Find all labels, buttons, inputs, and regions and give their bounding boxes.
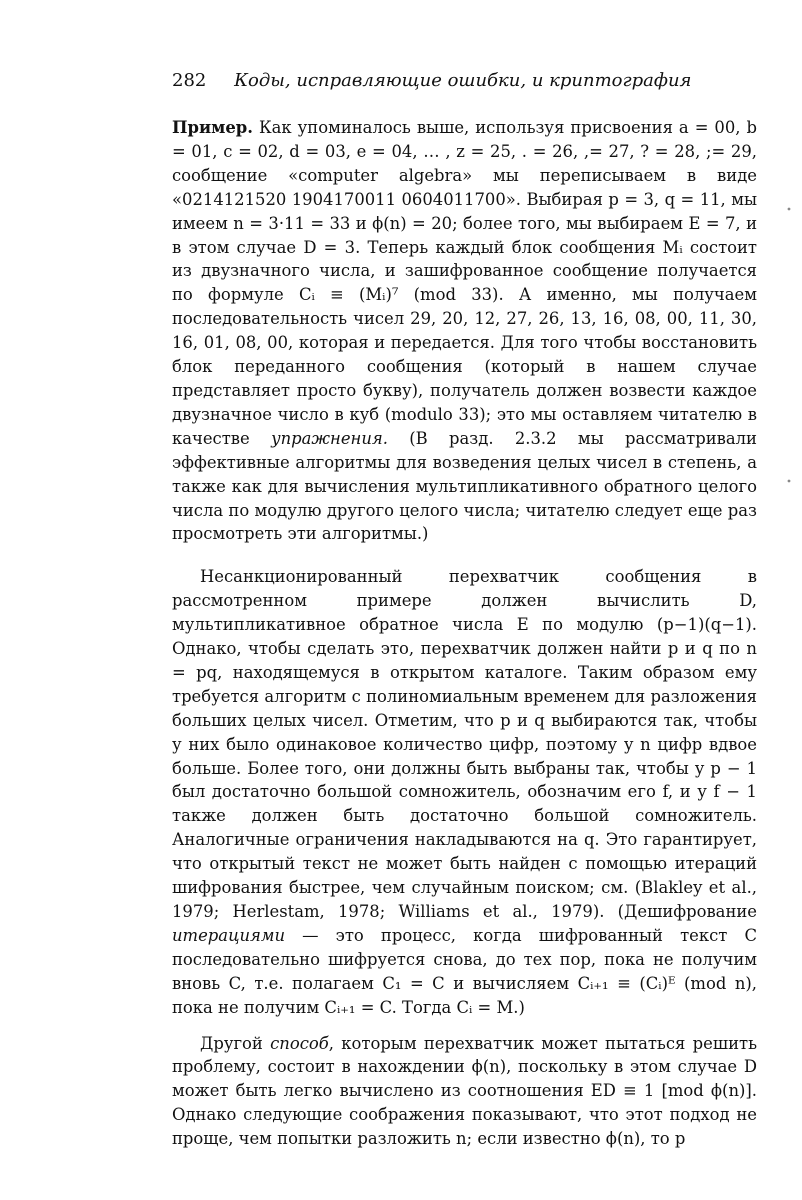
example-emphasis: упражнения. xyxy=(271,428,388,448)
another-way-text-part2: , которым перехватчик может пытаться решить проблему, состоит в нахождении ϕ(n), поскольку в этом случае D может быть легко вычислено из соотношения ED ≡ 1 [mod ϕ(n)]. Однако следующие соображения показывают, что этот подход не проще, чем попытки разложить n; если известно ϕ(n), то p xyxy=(172,1033,757,1149)
paragraph-example xyxy=(172,116,757,546)
example-text-part1: Как упоминалось выше, используя присвоения a = 00, b = 01, c = 02, d = 03, e = 04, … , z = 25, . = 26, ,= 27, ? = 28, ;= 29, сообщение «computer algebra» мы переписываем в виде «0214121520 1904170011 0604011700». Выбирая p = 3, q = 11, мы имеем n = 3·11 = 33 и ϕ(n) = 20; более того, мы выбираем E = 7, и в этом случае D = 3. Теперь каждый блок сообщения Mᵢ состоит из двузначного числа, и зашифрованное сообщение получается по формуле Cᵢ ≡ (Mᵢ)⁷ (mod 33). А именно, мы получаем последовательность чисел 29, 20, 12, 27, 26, 13, 16, 08, 00, 11, 30, 16, 01, 08, 00, которая и передается. Для того чтобы восстановить блок переданного сообщения (который в нашем случае представляет просто букву), получатель должен возвести каждое двузначное число в куб (modulo 33); это мы оставляем читателю в качестве xyxy=(172,118,757,448)
interceptor-text-part1: Несанкционированный перехватчик сообщения в рассмотренном примере должен вычислить D, мультипликативное обратное числа E по модулю (p−1)(q−1). Однако, чтобы сделать это, перехватчик должен найти p и q по n = pq, находящемуся в открытом каталоге. Таким образом ему требуется алгоритм с полиномиальным временем для разложения больших целых чисел. Отметим, что p и q выбираются так, чтобы у них было одинаковое количество цифр, поэтому у n цифр вдвое больше. Более того, они должны быть выбраны так, чтобы у p − 1 был достаточно большой сомножитель, обозначим его f, и у f − 1 также должен быть достаточно большой сомножитель. Аналогичные ограничения накладываются на q. Это гарантирует, что открытый текст не может быть найден с помощью итераций шифрования быстрее, чем случайным поиском; см. (Blakley et al., 1979; Herlestam, 1978; Williams et al., 1979). (Дешифрование xyxy=(172,567,757,921)
paragraph-another-way xyxy=(172,1032,757,1152)
page-number: 282 xyxy=(172,70,207,91)
body-text xyxy=(172,116,757,1151)
example-text-part2: (В разд. 2.3.2 мы рассматривали эффективные алгоритмы для возведения целых чисел в степень, а также как для вычисления мультипликативного обратного целого числа по модулю другого целого числа; читателю следует еще раз просмотреть эти алгоритмы.) xyxy=(172,428,757,544)
another-way-emphasis: способ xyxy=(270,1033,329,1053)
scan-speck-mark xyxy=(785,477,793,485)
interceptor-text-part2: — это процесс, когда шифрованный текст C последовательно шифруется снова, до тех пор, пока не получим вновь C, т.е. полагаем C₁ = C и вычисляем Cᵢ₊₁ ≡ (Cᵢ)ᴱ (mod n), пока не получим Cᵢ₊₁ = C. Тогда Cᵢ = M.) xyxy=(172,925,757,1017)
running-header xyxy=(172,70,757,92)
paragraph-interceptor xyxy=(172,565,757,1019)
another-way-text-part1: Другой xyxy=(200,1033,271,1053)
running-title: Коды, исправляющие ошибки, и криптография xyxy=(234,70,692,91)
interceptor-emphasis: итерациями xyxy=(172,925,286,945)
example-label: Пример. xyxy=(172,118,253,137)
scan-speck-mark xyxy=(785,205,793,213)
